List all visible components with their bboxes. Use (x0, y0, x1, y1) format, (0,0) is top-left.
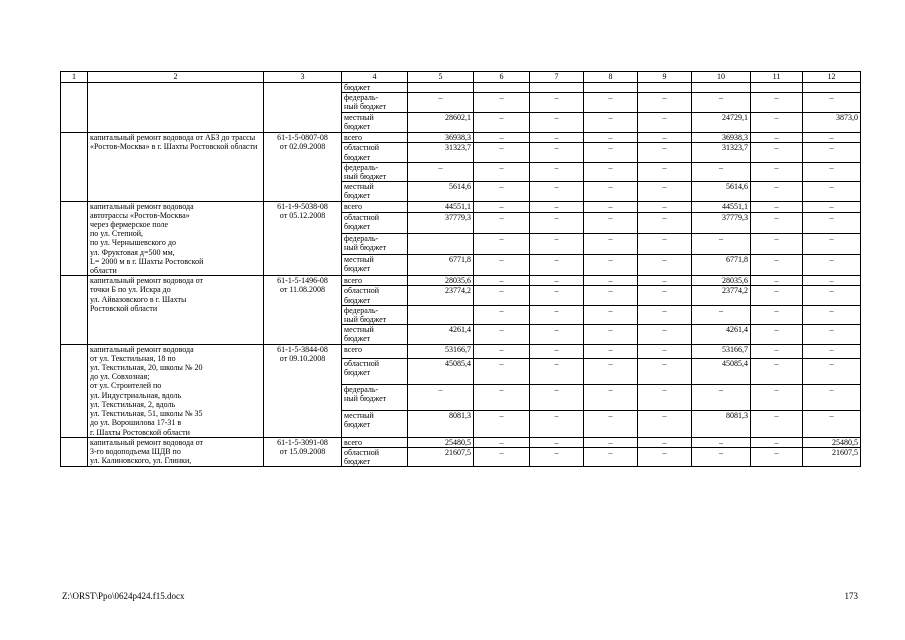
value-cell: – (584, 384, 638, 410)
value-cell: – (638, 201, 692, 212)
value-cell: – (803, 411, 861, 437)
header-cell: 10 (692, 72, 751, 83)
value-cell: – (584, 113, 638, 133)
header-row (61, 72, 861, 83)
value-cell: – (751, 233, 803, 254)
value-cell: – (408, 384, 474, 410)
value-cell: 4261,4 (692, 325, 751, 344)
value-cell: – (803, 182, 861, 201)
budget-category: бюджет (342, 83, 408, 93)
value-cell: – (474, 325, 530, 344)
value-cell: – (803, 358, 861, 384)
table-header (61, 72, 861, 83)
table-row (61, 344, 861, 358)
value-cell: 53166,7 (408, 344, 474, 358)
value-cell: – (803, 286, 861, 305)
value-cell: – (474, 447, 530, 466)
value-cell: – (530, 255, 584, 276)
description-cell: капитальный ремонт водовода автотрассы «Ростов-Москва» через фермерское поле по ул. Степной, по ул. Чернышевского до ул. Фруктовая д=500 мм, L= 2000 м в г. Шахты Ростовской области (88, 201, 264, 276)
footer-file-path: Z:\ORST\Ppo\0624p424.f15.docx (62, 591, 185, 601)
value-cell: – (474, 212, 530, 233)
value-cell: – (638, 325, 692, 344)
value-cell: – (751, 276, 803, 286)
value-cell: – (584, 201, 638, 212)
value-cell: – (803, 93, 861, 113)
description-cell: капитальный ремонт водовода от ул. Текстильная, 18 по ул. Текстильная, 20, школы № 20 до ул. Совхозная; от ул. Строителей по ул. Индустриальная, вдоль ул. Текстильная, 2, вдоль ул. Текстильная, 51, школы № 35 до ул. Ворошилова 17-31 в г. Шахты Ростовской области (88, 344, 264, 437)
value-cell: 6771,8 (692, 255, 751, 276)
value-cell (751, 83, 803, 93)
description-cell: капитальный ремонт водовода от точки Б по ул. Искра до ул. Айвазовского в г. Шахты Ростовской области (88, 276, 264, 344)
value-cell: – (530, 93, 584, 113)
value-cell: – (474, 411, 530, 437)
value-cell: – (803, 212, 861, 233)
value-cell: 8081,3 (692, 411, 751, 437)
value-cell: – (530, 113, 584, 133)
value-cell: – (751, 358, 803, 384)
number-cell (61, 83, 88, 133)
budget-category: всего (342, 133, 408, 143)
value-cell: – (584, 133, 638, 143)
value-cell: – (530, 233, 584, 254)
value-cell: – (692, 93, 751, 113)
budget-category: всего (342, 276, 408, 286)
value-cell: – (584, 212, 638, 233)
value-cell (408, 305, 474, 324)
value-cell: – (530, 212, 584, 233)
header-cell: 7 (530, 72, 584, 83)
value-cell (474, 83, 530, 93)
value-cell: 5614,6 (692, 182, 751, 201)
value-cell: 28035,6 (408, 276, 474, 286)
value-cell: – (584, 358, 638, 384)
value-cell: – (638, 233, 692, 254)
value-cell: – (638, 276, 692, 286)
budget-category: федераль- ный бюджет (342, 233, 408, 254)
value-cell: 44551,1 (408, 201, 474, 212)
value-cell: – (474, 305, 530, 324)
value-cell: – (803, 325, 861, 344)
value-cell: – (638, 133, 692, 143)
header-cell: 9 (638, 72, 692, 83)
value-cell: 3873,0 (803, 113, 861, 133)
value-cell: – (474, 133, 530, 143)
header-cell: 6 (474, 72, 530, 83)
value-cell: – (638, 286, 692, 305)
budget-table (60, 71, 861, 467)
value-cell: – (751, 113, 803, 133)
budget-category: областной бюджет (342, 286, 408, 305)
value-cell: – (803, 344, 861, 358)
header-cell: 1 (61, 72, 88, 83)
value-cell (530, 83, 584, 93)
value-cell: – (584, 437, 638, 447)
value-cell: – (803, 305, 861, 324)
budget-category: всего (342, 344, 408, 358)
value-cell: – (474, 201, 530, 212)
value-cell: – (751, 182, 803, 201)
value-cell: – (751, 384, 803, 410)
value-cell: – (584, 162, 638, 181)
number-cell (61, 344, 88, 437)
value-cell: – (530, 162, 584, 181)
value-cell: – (530, 384, 584, 410)
value-cell: – (584, 411, 638, 437)
value-cell: 37779,3 (408, 212, 474, 233)
value-cell: – (474, 344, 530, 358)
value-cell: – (692, 233, 751, 254)
value-cell: 24729,1 (692, 113, 751, 133)
table-body (61, 83, 861, 467)
value-cell: – (638, 162, 692, 181)
value-cell: – (530, 305, 584, 324)
value-cell: – (584, 305, 638, 324)
value-cell: – (530, 325, 584, 344)
value-cell: – (803, 233, 861, 254)
table-row (61, 437, 861, 447)
number-cell (61, 133, 88, 201)
value-cell: – (803, 255, 861, 276)
value-cell: – (751, 212, 803, 233)
footer-page-number: 173 (844, 591, 858, 601)
budget-category: областной бюджет (342, 358, 408, 384)
value-cell: – (692, 384, 751, 410)
header-cell: 12 (803, 72, 861, 83)
code-cell: 61-1-5-1496-08 от 11.08.2008 (264, 276, 342, 344)
value-cell: – (584, 143, 638, 162)
value-cell: – (638, 305, 692, 324)
value-cell: 5614,6 (408, 182, 474, 201)
value-cell: – (803, 133, 861, 143)
value-cell: 36938,3 (408, 133, 474, 143)
value-cell: – (751, 93, 803, 113)
header-cell: 2 (88, 72, 264, 83)
budget-category: областной бюджет (342, 212, 408, 233)
value-cell: 45085,4 (692, 358, 751, 384)
value-cell: 37779,3 (692, 212, 751, 233)
value-cell: – (474, 113, 530, 133)
value-cell (584, 83, 638, 93)
header-cell: 5 (408, 72, 474, 83)
value-cell: – (474, 437, 530, 447)
value-cell: – (751, 305, 803, 324)
value-cell: – (408, 93, 474, 113)
value-cell: 44551,1 (692, 201, 751, 212)
description-cell (88, 83, 264, 133)
value-cell: – (638, 93, 692, 113)
code-cell: 61-1-5-0807-08 от 02.09.2008 (264, 133, 342, 201)
value-cell: – (692, 447, 751, 466)
budget-category: федераль- ный бюджет (342, 305, 408, 324)
value-cell: – (584, 447, 638, 466)
value-cell: – (474, 182, 530, 201)
value-cell: – (751, 344, 803, 358)
description-cell: капитальный ремонт водовода от 3-го водоподъема ШДВ по ул. Калиновского, ул. Глинки, (88, 437, 264, 467)
budget-category: местный бюджет (342, 411, 408, 437)
table-row (61, 83, 861, 93)
value-cell: 25480,5 (408, 437, 474, 447)
value-cell: – (638, 437, 692, 447)
value-cell: 53166,7 (692, 344, 751, 358)
value-cell: – (474, 276, 530, 286)
value-cell: 21607,5 (408, 447, 474, 466)
budget-category: федераль- ный бюджет (342, 162, 408, 181)
code-cell: 61-1-5-3844-08 от 09.10.2008 (264, 344, 342, 437)
value-cell: – (751, 143, 803, 162)
value-cell: – (803, 276, 861, 286)
value-cell: – (803, 201, 861, 212)
value-cell: – (530, 358, 584, 384)
value-cell: – (638, 182, 692, 201)
value-cell: – (638, 143, 692, 162)
value-cell: – (751, 133, 803, 143)
value-cell: – (474, 233, 530, 254)
value-cell: – (584, 276, 638, 286)
value-cell: – (530, 201, 584, 212)
value-cell: – (474, 286, 530, 305)
value-cell: 45085,4 (408, 358, 474, 384)
value-cell: – (692, 305, 751, 324)
value-cell: – (803, 143, 861, 162)
value-cell: – (751, 437, 803, 447)
value-cell: – (638, 344, 692, 358)
value-cell: – (530, 411, 584, 437)
value-cell: 25480,5 (803, 437, 861, 447)
code-cell: 61-1-5-3091-08 от 15.09.2008 (264, 437, 342, 467)
value-cell: – (530, 182, 584, 201)
budget-category: федераль- ный бюджет (342, 384, 408, 410)
header-cell: 4 (342, 72, 408, 83)
code-cell (264, 83, 342, 133)
value-cell (803, 83, 861, 93)
budget-category: областной бюджет (342, 143, 408, 162)
value-cell: – (408, 162, 474, 181)
value-cell: – (638, 411, 692, 437)
code-cell: 61-1-9-5038-08 от 05.12.2008 (264, 201, 342, 276)
value-cell: – (530, 447, 584, 466)
value-cell: – (638, 255, 692, 276)
value-cell: – (751, 286, 803, 305)
value-cell: – (638, 358, 692, 384)
value-cell: 31323,7 (408, 143, 474, 162)
value-cell: 28602,1 (408, 113, 474, 133)
value-cell: – (474, 384, 530, 410)
value-cell: – (751, 447, 803, 466)
budget-category: местный бюджет (342, 255, 408, 276)
value-cell: – (751, 162, 803, 181)
value-cell: – (751, 411, 803, 437)
value-cell: – (530, 437, 584, 447)
value-cell: – (803, 162, 861, 181)
value-cell: – (638, 384, 692, 410)
budget-category: федераль- ный бюджет (342, 93, 408, 113)
header-cell: 11 (751, 72, 803, 83)
value-cell: – (803, 384, 861, 410)
value-cell: 28035,6 (692, 276, 751, 286)
value-cell: – (584, 286, 638, 305)
value-cell: – (530, 344, 584, 358)
table-row (61, 133, 861, 143)
value-cell: 31323,7 (692, 143, 751, 162)
value-cell: 36938,3 (692, 133, 751, 143)
value-cell: – (692, 437, 751, 447)
budget-category: местный бюджет (342, 113, 408, 133)
value-cell: – (474, 255, 530, 276)
value-cell: – (530, 143, 584, 162)
budget-category: местный бюджет (342, 325, 408, 344)
value-cell: – (751, 255, 803, 276)
value-cell: – (751, 325, 803, 344)
value-cell: – (638, 212, 692, 233)
budget-category: всего (342, 201, 408, 212)
value-cell: – (584, 233, 638, 254)
description-cell: капитальный ремонт водовода от АБЗ до трассы «Ростов-Москва» в г. Шахты Ростовской области (88, 133, 264, 201)
value-cell: – (530, 133, 584, 143)
budget-category: местный бюджет (342, 182, 408, 201)
value-cell: 4261,4 (408, 325, 474, 344)
value-cell: – (474, 93, 530, 113)
value-cell: – (474, 162, 530, 181)
value-cell: 6771,8 (408, 255, 474, 276)
value-cell (408, 233, 474, 254)
value-cell: – (530, 286, 584, 305)
value-cell: – (530, 276, 584, 286)
value-cell: 21607,5 (803, 447, 861, 466)
value-cell: – (638, 447, 692, 466)
number-cell (61, 276, 88, 344)
table-row (61, 276, 861, 286)
value-cell: – (584, 325, 638, 344)
value-cell: 8081,3 (408, 411, 474, 437)
budget-category: всего (342, 437, 408, 447)
value-cell: – (584, 344, 638, 358)
value-cell (692, 83, 751, 93)
budget-category: областной бюджет (342, 447, 408, 466)
value-cell: – (474, 358, 530, 384)
table-row (61, 201, 861, 212)
number-cell (61, 201, 88, 276)
value-cell (638, 83, 692, 93)
value-cell: 23774,2 (692, 286, 751, 305)
value-cell: – (751, 201, 803, 212)
value-cell (408, 83, 474, 93)
header-cell: 8 (584, 72, 638, 83)
value-cell: – (584, 182, 638, 201)
value-cell: – (474, 143, 530, 162)
value-cell: 23774,2 (408, 286, 474, 305)
value-cell: – (692, 162, 751, 181)
number-cell (61, 437, 88, 467)
header-cell: 3 (264, 72, 342, 83)
value-cell: – (584, 93, 638, 113)
value-cell: – (638, 113, 692, 133)
value-cell: – (584, 255, 638, 276)
